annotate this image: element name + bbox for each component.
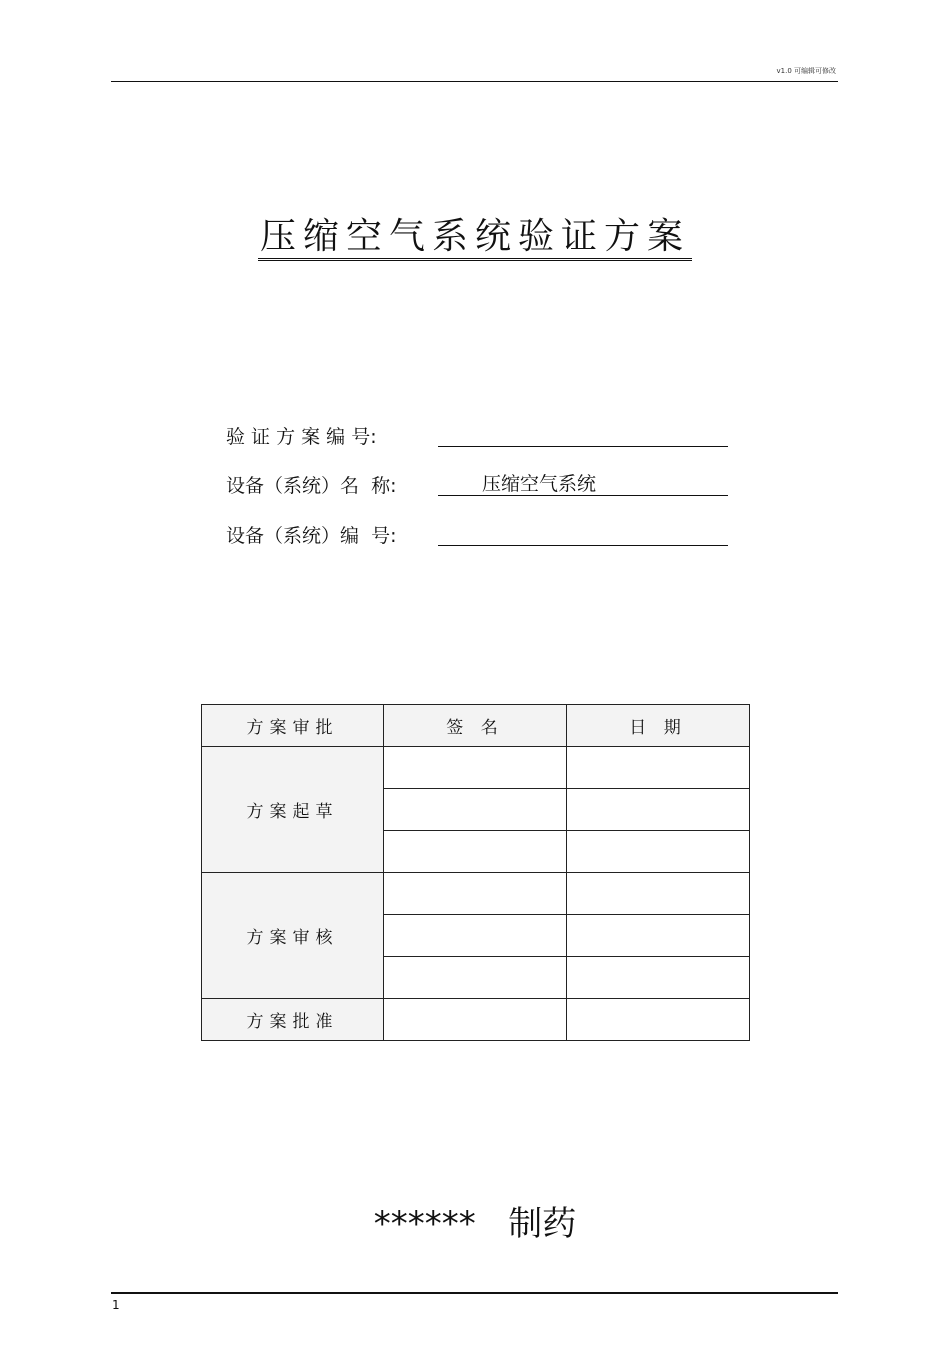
header-signature: 签 名 — [384, 705, 567, 747]
company-name: ****** 制药 — [373, 1204, 577, 1244]
header-approval: 方案审批 — [202, 705, 384, 747]
field-underline — [438, 545, 728, 546]
date-cell[interactable] — [567, 789, 750, 831]
table-row — [202, 747, 750, 789]
date-cell[interactable] — [567, 999, 750, 1041]
row-label-draft: 方案起草 — [202, 747, 384, 873]
approval-table — [201, 704, 750, 1041]
page-number: 1 — [112, 1298, 120, 1312]
field-equipment-number — [226, 517, 736, 547]
field-label: 验 证 方 案 编 号: — [226, 426, 377, 448]
header-rule — [111, 81, 838, 82]
field-protocol-number — [226, 418, 736, 448]
date-cell[interactable] — [567, 957, 750, 999]
signature-cell[interactable] — [384, 747, 567, 789]
header-version-text: v1.0 可编辑可修改 — [776, 67, 836, 75]
document-title-block — [0, 212, 950, 262]
date-cell[interactable] — [567, 915, 750, 957]
header-date: 日 期 — [567, 705, 750, 747]
signature-cell[interactable] — [384, 915, 567, 957]
signature-cell[interactable] — [384, 999, 567, 1041]
signature-cell[interactable] — [384, 831, 567, 873]
row-label-approve: 方案批准 — [202, 999, 384, 1041]
date-cell[interactable] — [567, 873, 750, 915]
field-equipment-name — [226, 467, 736, 497]
field-underline — [438, 446, 728, 447]
field-label: 设备（系统）编 号: — [226, 525, 397, 547]
date-cell[interactable] — [567, 747, 750, 789]
table-row — [202, 999, 750, 1041]
table-header-row — [202, 705, 750, 747]
signature-cell[interactable] — [384, 789, 567, 831]
footer-rule — [111, 1292, 838, 1294]
row-label-review: 方案审核 — [202, 873, 384, 999]
table-row — [202, 873, 750, 915]
date-cell[interactable] — [567, 831, 750, 873]
document-title: 压缩空气系统验证方案 — [258, 216, 692, 261]
field-label: 设备（系统）名 称: — [226, 475, 397, 497]
signature-cell[interactable] — [384, 957, 567, 999]
signature-cell[interactable] — [384, 873, 567, 915]
field-underline — [438, 495, 728, 496]
field-value: 压缩空气系统 — [482, 473, 597, 495]
